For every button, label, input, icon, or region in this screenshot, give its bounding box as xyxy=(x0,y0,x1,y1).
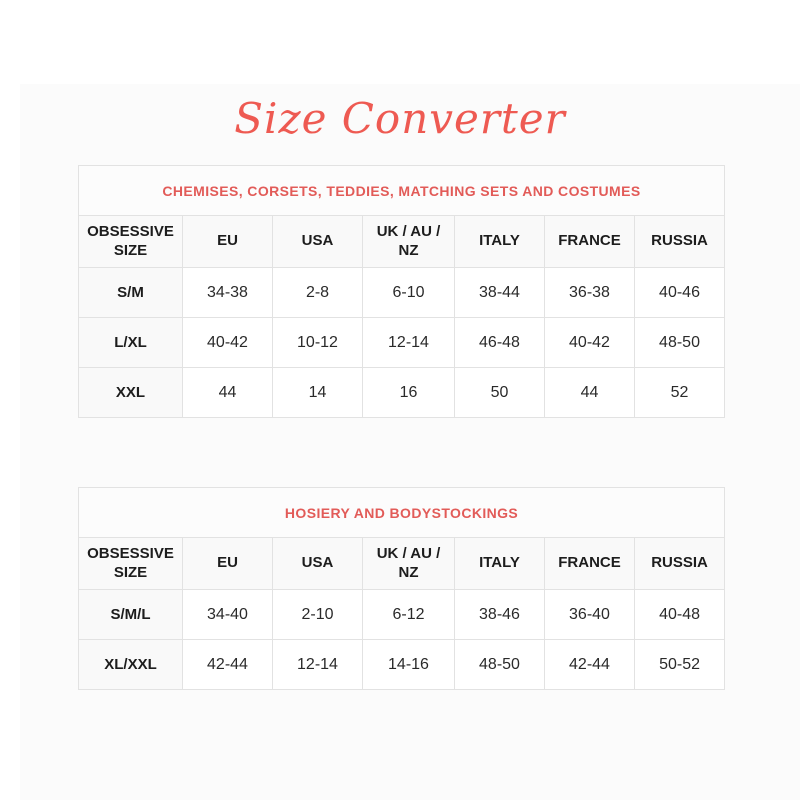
size-cell: 14-16 xyxy=(363,640,455,690)
row-label: XXL xyxy=(79,368,183,418)
column-header-russia: RUSSIA xyxy=(635,216,725,268)
size-cell: 42-44 xyxy=(545,640,635,690)
size-cell: 50-52 xyxy=(635,640,725,690)
column-header-eu: EU xyxy=(183,216,273,268)
column-header-usa: USA xyxy=(273,538,363,590)
size-cell: 40-42 xyxy=(183,318,273,368)
size-cell: 34-38 xyxy=(183,268,273,318)
size-cell: 48-50 xyxy=(455,640,545,690)
table-row xyxy=(79,368,725,418)
size-cell: 46-48 xyxy=(455,318,545,368)
size-cell: 50 xyxy=(455,368,545,418)
size-cell: 40-48 xyxy=(635,590,725,640)
chemises-size-table xyxy=(78,165,724,418)
row-label: XL/XXL xyxy=(79,640,183,690)
size-cell: 10-12 xyxy=(273,318,363,368)
table-caption: HOSIERY AND BODYSTOCKINGS xyxy=(79,488,725,538)
column-header-russia: RUSSIA xyxy=(635,538,725,590)
column-header-italy: ITALY xyxy=(455,538,545,590)
size-cell: 44 xyxy=(545,368,635,418)
table-row xyxy=(79,318,725,368)
size-cell: 2-8 xyxy=(273,268,363,318)
size-cell: 36-38 xyxy=(545,268,635,318)
size-cell: 6-12 xyxy=(363,590,455,640)
row-label: L/XL xyxy=(79,318,183,368)
size-cell: 12-14 xyxy=(363,318,455,368)
column-header-france: FRANCE xyxy=(545,216,635,268)
size-cell: 38-46 xyxy=(455,590,545,640)
size-cell: 14 xyxy=(273,368,363,418)
table-row xyxy=(79,640,725,690)
size-cell: 2-10 xyxy=(273,590,363,640)
column-header-obsessive-size: OBSESSIVE SIZE xyxy=(79,538,183,590)
column-header-obsessive-size: OBSESSIVE SIZE xyxy=(79,216,183,268)
size-cell: 44 xyxy=(183,368,273,418)
size-cell: 52 xyxy=(635,368,725,418)
table-row xyxy=(79,590,725,640)
column-header-row xyxy=(79,216,725,268)
page-title: Size Converter xyxy=(234,94,566,143)
size-cell: 42-44 xyxy=(183,640,273,690)
size-cell: 6-10 xyxy=(363,268,455,318)
column-header-italy: ITALY xyxy=(455,216,545,268)
size-cell: 34-40 xyxy=(183,590,273,640)
size-cell: 38-44 xyxy=(455,268,545,318)
row-label: S/M/L xyxy=(79,590,183,640)
column-header-eu: EU xyxy=(183,538,273,590)
size-cell: 12-14 xyxy=(273,640,363,690)
table-caption: CHEMISES, CORSETS, TEDDIES, MATCHING SETS AND COSTUMES xyxy=(79,166,725,216)
column-header-row xyxy=(79,538,725,590)
column-header-france: FRANCE xyxy=(545,538,635,590)
column-header-uk-au-nz: UK / AU / NZ xyxy=(363,216,455,268)
table-row xyxy=(79,268,725,318)
size-cell: 48-50 xyxy=(635,318,725,368)
size-cell: 40-42 xyxy=(545,318,635,368)
size-cell: 16 xyxy=(363,368,455,418)
size-cell: 40-46 xyxy=(635,268,725,318)
row-label: S/M xyxy=(79,268,183,318)
column-header-usa: USA xyxy=(273,216,363,268)
size-cell: 36-40 xyxy=(545,590,635,640)
column-header-uk-au-nz: UK / AU / NZ xyxy=(363,538,455,590)
hosiery-size-table xyxy=(78,487,724,690)
